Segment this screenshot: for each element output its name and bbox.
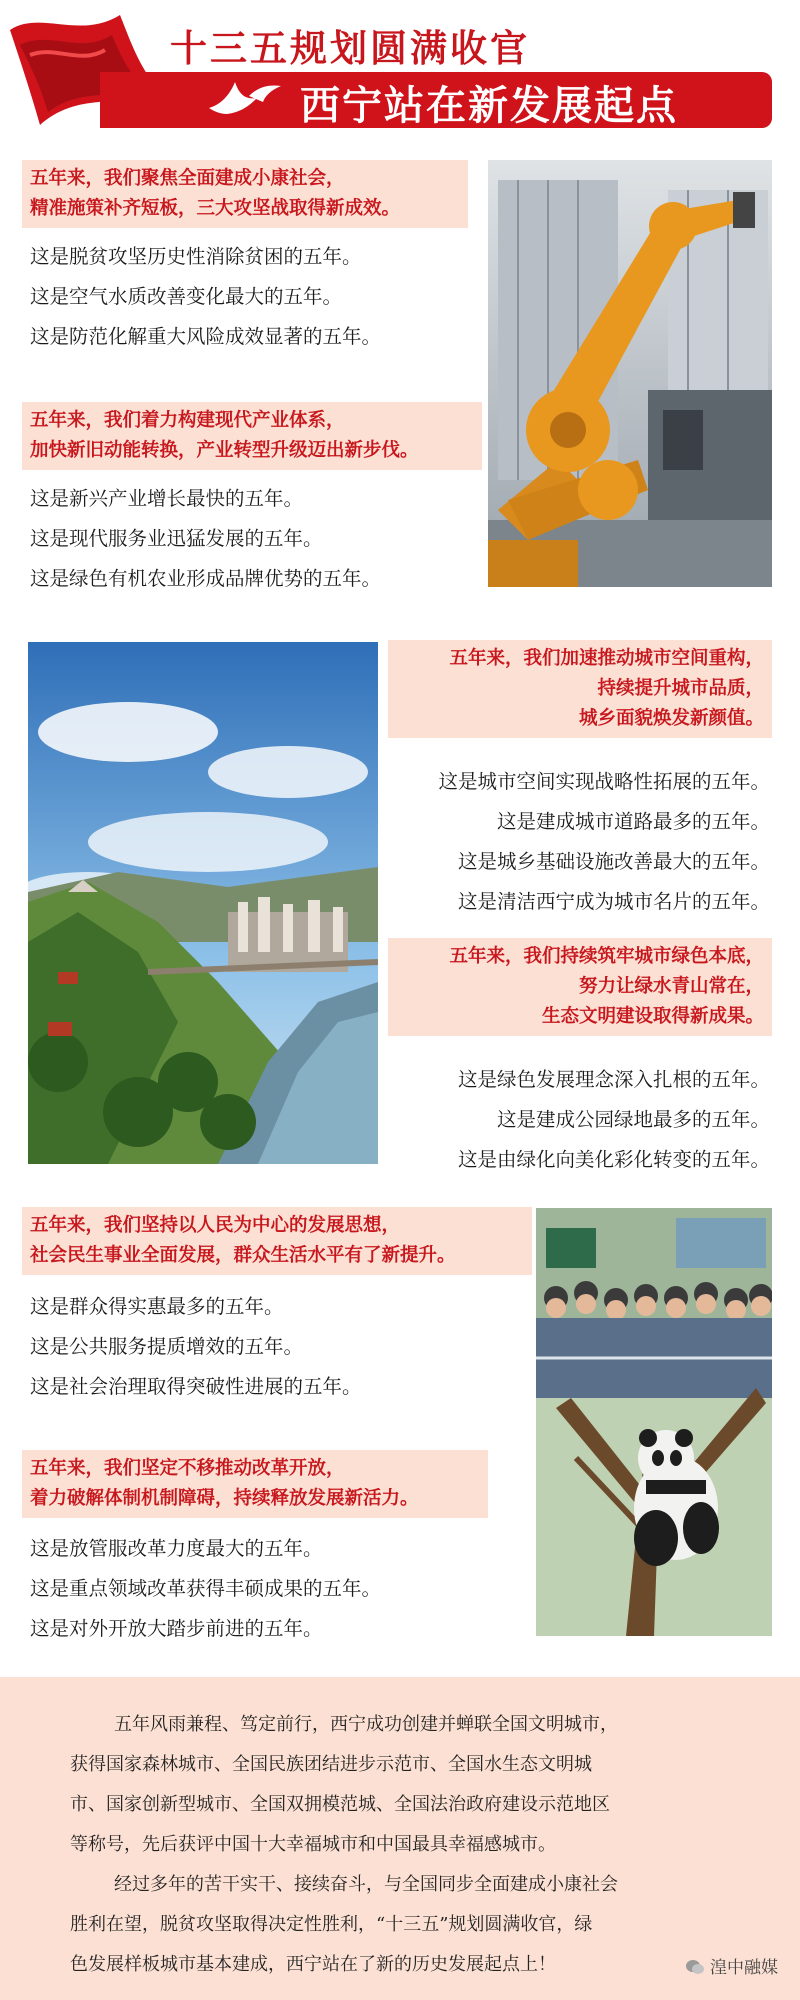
summary-paragraph-2 [70, 1865, 730, 1985]
section-4-headline-line: 五年来，我们持续筑牢城市绿色本底， [449, 946, 764, 967]
section-5-headline [22, 1207, 532, 1275]
section-4-headline-line: 努力让绿水青山常在， [578, 976, 764, 997]
section-4-item: 这是建成公园绿地最多的五年。 [496, 1108, 770, 1131]
section-1-item: 这是脱贫攻坚历史性消除贫困的五年。 [30, 245, 362, 268]
section-3-headline-line: 持续提升城市品质， [597, 678, 764, 699]
section-3-item: 这是清洁西宁成为城市名片的五年。 [457, 890, 770, 913]
section-2-item: 这是现代服务业迅猛发展的五年。 [30, 527, 323, 550]
wechat-icon [685, 1959, 705, 1975]
summary-line: 获得国家森林城市、全国民族团结进步示范市、全国水生态文明城 [70, 1754, 592, 1775]
section-3-item: 这是城乡基础设施改善最大的五年。 [457, 850, 770, 873]
header-title-top: 十三五规划圆满收官 [170, 26, 530, 70]
section-4-item: 这是由绿化向美化彩化转变的五年。 [457, 1148, 770, 1171]
header [0, 0, 800, 135]
section-2-headline-line: 加快新旧动能转换，产业转型升级迈出新步伐。 [30, 440, 419, 461]
section-5-headline-line: 社会民生事业全面发展，群众生活水平有了新提升。 [30, 1245, 456, 1266]
summary-panel [0, 1677, 800, 2000]
section-1-item: 这是防范化解重大风险成效显著的五年。 [30, 325, 382, 348]
city-landscape-photo [28, 642, 378, 1164]
dove-icon [205, 78, 285, 122]
section-1-headline [22, 160, 468, 228]
section-6-headline [22, 1450, 488, 1518]
section-6-headline-line: 着力破解体制机制障碍，持续释放发展新活力。 [30, 1488, 419, 1509]
section-3-item: 这是建成城市道路最多的五年。 [496, 810, 770, 833]
section-4-headline-line: 生态文明建设取得新成果。 [541, 1006, 764, 1027]
industrial-robot-photo [488, 160, 772, 587]
section-5-item: 这是社会治理取得突破性进展的五年。 [30, 1375, 362, 1398]
section-6-item: 这是放管服改革力度最大的五年。 [30, 1537, 323, 1560]
summary-line: 五年风雨兼程、笃定前行，西宁成功创建并蝉联全国文明城市， [114, 1714, 618, 1735]
summary-line: 胜利在望，脱贫攻坚取得决定性胜利，“十三五”规划圆满收官，绿 [70, 1914, 593, 1935]
section-1-headline-line: 五年来，我们聚焦全面建成小康社会， [30, 168, 345, 189]
summary-line: 等称号，先后获评中国十大幸福城市和中国最具幸福感城市。 [70, 1834, 556, 1855]
section-6-item: 这是对外开放大踏步前进的五年。 [30, 1617, 323, 1640]
section-3-headline-line: 城乡面貌焕发新颜值。 [578, 708, 764, 729]
section-4-headline [388, 938, 772, 1036]
section-5-headline-line: 五年来，我们坚持以人民为中心的发展思想， [30, 1215, 401, 1236]
section-2-headline-line: 五年来，我们着力构建现代产业体系， [30, 410, 345, 431]
section-5-item: 这是公共服务提质增效的五年。 [30, 1335, 304, 1358]
section-6-headline-line: 五年来，我们坚定不移推动改革开放， [30, 1458, 345, 1479]
panda-crowd-photo [536, 1208, 772, 1636]
section-2-item: 这是绿色有机农业形成品牌优势的五年。 [30, 567, 382, 590]
section-5-item: 这是群众得实惠最多的五年。 [30, 1295, 284, 1318]
section-3-item: 这是城市空间实现战略性拓展的五年。 [438, 770, 770, 793]
section-1-item: 这是空气水质改善变化最大的五年。 [30, 285, 343, 308]
summary-line: 市、国家创新型城市、全国双拥模范城、全国法治政府建设示范地区 [70, 1794, 610, 1815]
watermark [685, 1953, 778, 1978]
section-2-item: 这是新兴产业增长最快的五年。 [30, 487, 304, 510]
header-title-main: 西宁站在新发展起点 [300, 82, 678, 129]
section-3-headline [388, 640, 772, 738]
summary-line: 色发展样板城市基本建成，西宁站在了新的历史发展起点上！ [70, 1954, 556, 1975]
section-1-headline-line: 精准施策补齐短板，三大攻坚战取得新成效。 [30, 198, 401, 219]
section-4-item: 这是绿色发展理念深入扎根的五年。 [457, 1068, 770, 1091]
section-6-item: 这是重点领域改革获得丰硕成果的五年。 [30, 1577, 382, 1600]
watermark-text: 湟中融媒 [710, 1958, 778, 1978]
section-2-headline [22, 402, 482, 470]
section-3-headline-line: 五年来，我们加速推动城市空间重构， [449, 648, 764, 669]
summary-paragraph-1 [70, 1705, 730, 1865]
summary-line: 经过多年的苦干实干、接续奋斗，与全国同步全面建成小康社会 [114, 1874, 618, 1895]
